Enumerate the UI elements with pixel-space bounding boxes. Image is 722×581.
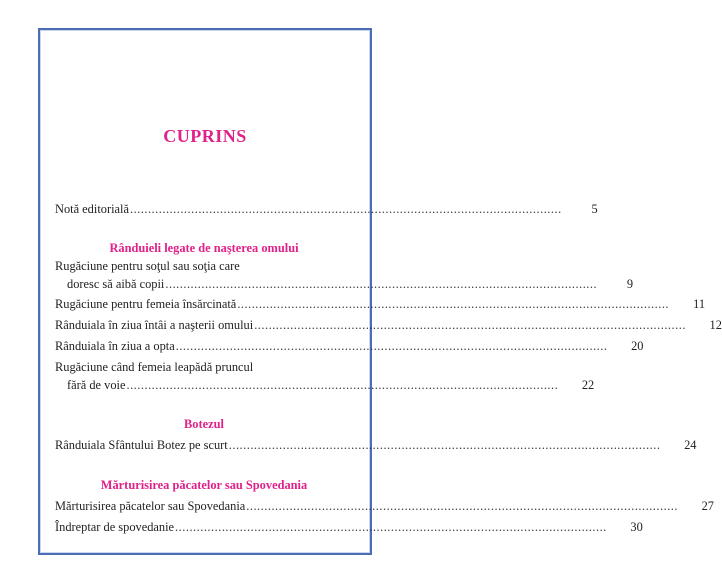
section-heading-nastere: Rânduieli legate de naşterea omului (109, 241, 299, 255)
page-number: 20 (631, 339, 644, 353)
dot-leader: ........................................................................................................................ (126, 378, 559, 392)
dot-leader: ........................................................................................................................ (246, 499, 678, 513)
toc-entry-rugaciune-femeia[interactable]: Rugăciune pentru femeia însărcinată ........................................................................................................................ 11 (55, 297, 706, 311)
page-number: 24 (684, 438, 697, 452)
toc-entry-leapada[interactable]: fără de voie ........................................................................................................................ 22 (67, 378, 595, 392)
page-number: 22 (581, 378, 595, 392)
page-number: 5 (591, 202, 598, 216)
page-title: CUPRINS (163, 126, 247, 146)
toc-entry-ziua-opta[interactable]: Rânduiala în ziua a opta ........................................................................................................................ 20 (55, 339, 644, 353)
dot-leader: ........................................................................................................................ (165, 277, 598, 291)
dot-leader: ........................................................................................................................ (237, 297, 670, 311)
toc-entry-indreptar[interactable]: Îndreptar de spovedanie ........................................................................................................................ 30 (55, 520, 643, 534)
toc-entry-rugaciune-sot-line1[interactable]: Rugăciune pentru soţul sau soţia care (55, 259, 240, 273)
page-frame (38, 28, 722, 555)
dot-leader: ........................................................................................................................ (228, 438, 661, 452)
dot-leader: ........................................................................................................................ (175, 339, 608, 353)
toc-entry-leapada-line1[interactable]: Rugăciune când femeia leapădă pruncul (55, 360, 254, 374)
page-number: 27 (701, 499, 714, 513)
page-number: 11 (693, 297, 706, 311)
dot-leader: ........................................................................................................................ (175, 520, 607, 534)
toc-entry-ziua-intai[interactable]: Rânduiala în ziua întâi a naşterii omului ........................................................................................................................ 12 (55, 318, 722, 332)
toc-entry-botez[interactable]: Rânduiala Sfântului Botez pe scurt ........................................................................................................................ 24 (55, 438, 697, 452)
dot-leader: ........................................................................................................................ (254, 318, 686, 332)
toc-entry-rugaciune-sot[interactable]: doresc să aibă copii ........................................................................................................................ 9 (67, 277, 634, 291)
section-heading-spovedania: Mărturisirea păcatelor sau Spovedania (100, 478, 308, 492)
page-number: 30 (630, 520, 643, 534)
dot-leader: ........................................................................................................................ (129, 202, 562, 216)
table-of-contents (55, 182, 722, 536)
section-heading-botezul: Botezul (184, 417, 224, 431)
page-number: 9 (626, 277, 634, 291)
toc-entry-marturisirea[interactable]: Mărturisirea păcatelor sau Spovedania ........................................................................................................................ 27 (55, 499, 714, 513)
toc-entry-nota-editoriala[interactable]: Notă editorială ........................................................................................................................ 5 (55, 202, 598, 216)
page-number: 12 (709, 318, 722, 332)
